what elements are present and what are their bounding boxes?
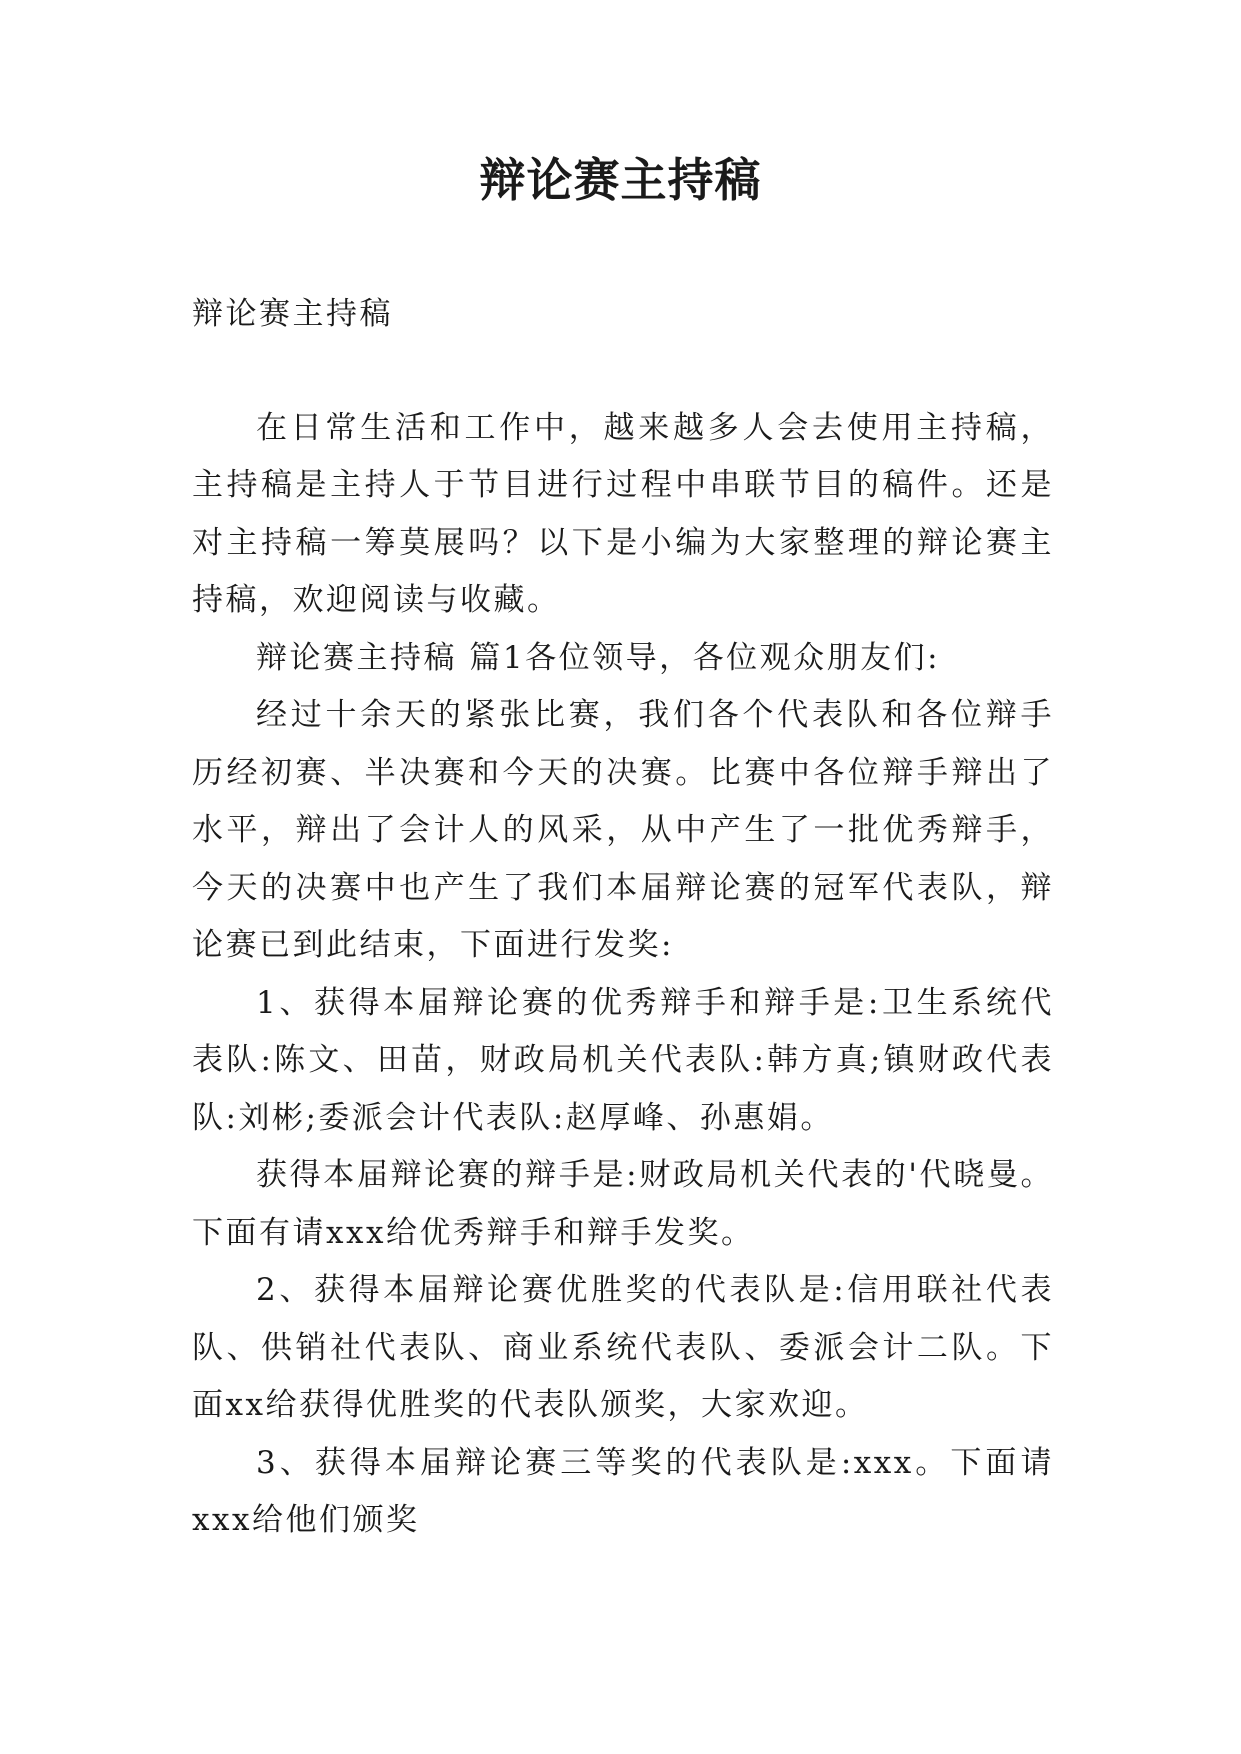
document-body bbox=[192, 286, 1054, 1550]
paragraph-greeting: 辩论赛主持稿 篇1各位领导，各位观众朋友们: bbox=[256, 639, 941, 676]
paragraph-summary: 经过十余天的紧张比赛，我们各个代表队和各位辩手历经初赛、半决赛和今天的决赛。比赛中各位辩手辩出了水平，辩出了会计人的风采，从中产生了一批优秀辩手，今天的决赛中也产生了我们本届辩论赛的冠军代表队，辩论赛已到此结束，下面进行发奖: bbox=[192, 697, 1054, 963]
paragraph-award-3: 3、获得本届辩论赛三等奖的代表队是:xxx。下面请xxx给他们颁奖 bbox=[192, 1444, 1054, 1538]
document-title: 辩论赛主持稿 bbox=[479, 153, 762, 207]
document-subtitle: 辩论赛主持稿 bbox=[192, 296, 393, 332]
paragraph-intro: 在日常生活和工作中，越来越多人会去使用主持稿，主持稿是主持人于节目进行过程中串联节目的稿件。还是对主持稿一筹莫展吗？以下是小编为大家整理的辩论赛主持稿，欢迎阅读与收藏。 bbox=[192, 409, 1054, 618]
paragraph-award-2: 2、获得本届辩论赛优胜奖的代表队是:信用联社代表队、供销社代表队、商业系统代表队、委派会计二队。下面xx给获得优胜奖的代表队颁奖，大家欢迎。 bbox=[192, 1272, 1054, 1423]
paragraph-award-1: 1、获得本届辩论赛的优秀辩手和辩手是:卫生系统代表队:陈文、田苗，财政局机关代表队:韩方真;镇财政代表队:刘彬;委派会计代表队:赵厚峰、孙惠娟。 bbox=[192, 984, 1054, 1136]
paragraph-award-best: 获得本届辩论赛的辩手是:财政局机关代表的'代晓曼。下面有请xxx给优秀辩手和辩手发奖。 bbox=[192, 1157, 1054, 1251]
